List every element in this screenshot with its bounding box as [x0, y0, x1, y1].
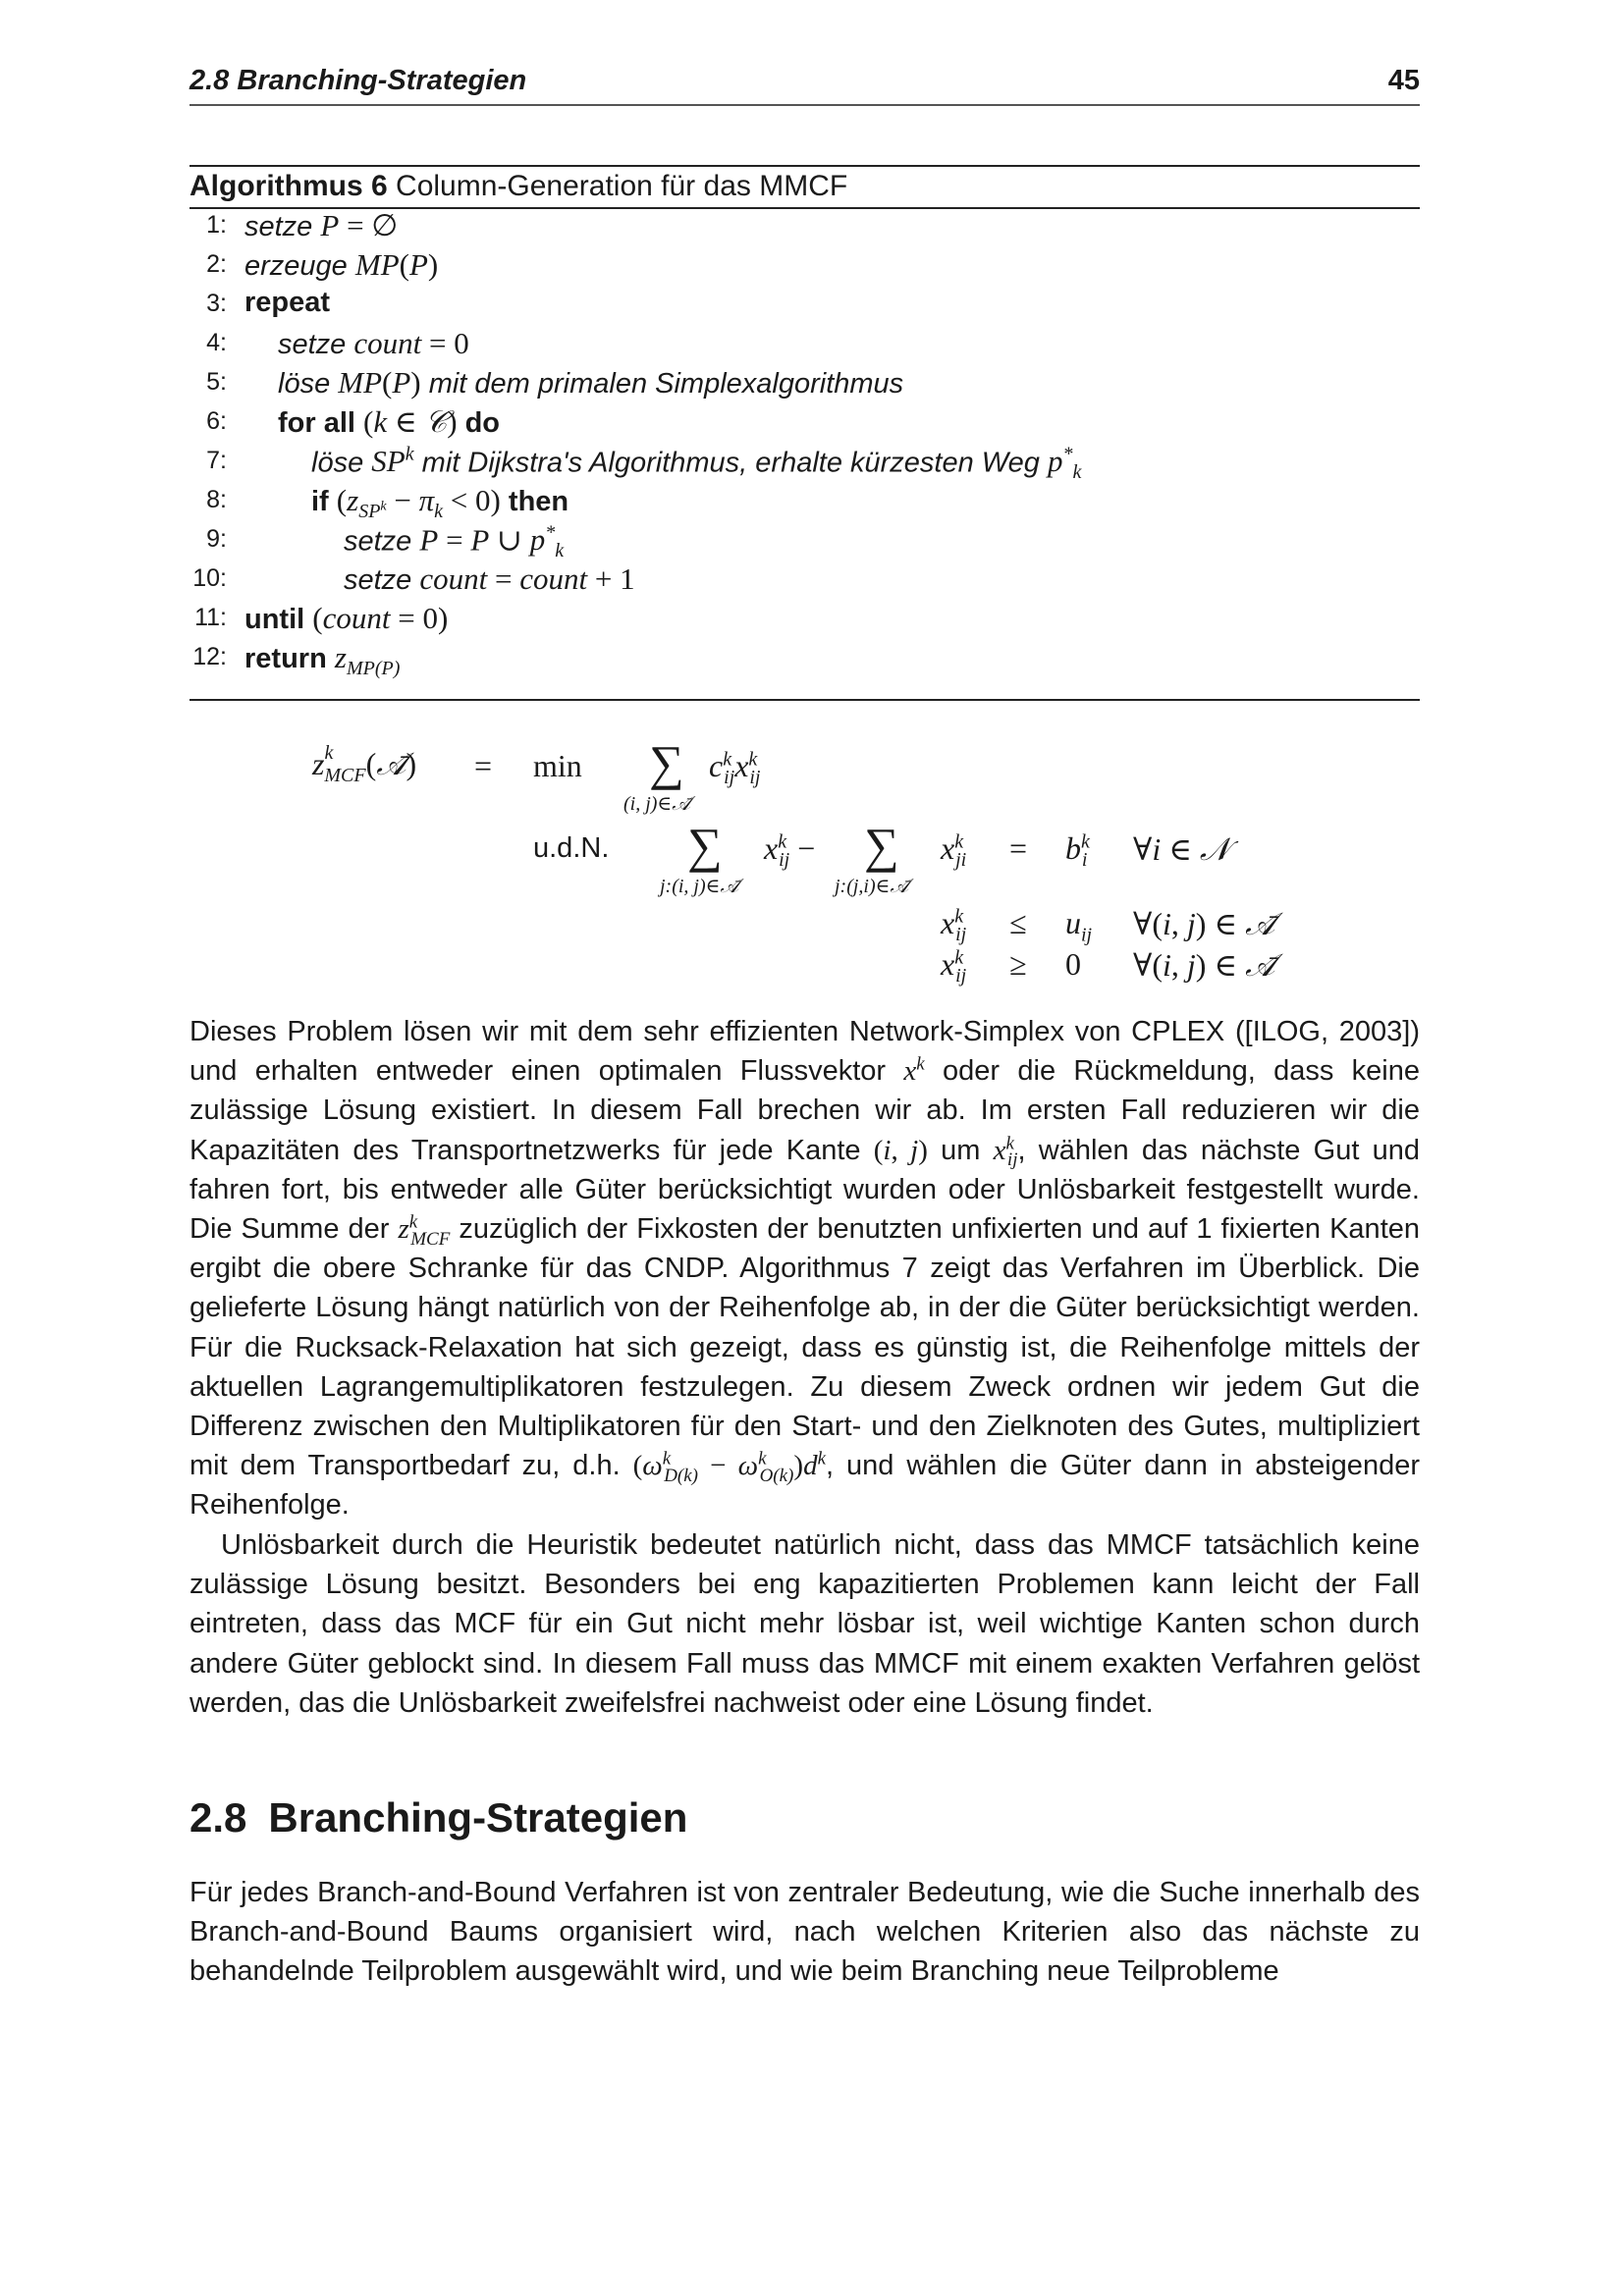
- line-number: 11:: [194, 604, 227, 631]
- sum-index: j:(i, j)∈𝒜̄: [660, 876, 739, 897]
- line-text: löse: [311, 447, 364, 479]
- line-number: 1:: [206, 211, 227, 239]
- line-text-rest: mit dem primalen Simplexalgorithmus: [428, 368, 904, 400]
- sum-symbol: ∑: [864, 818, 899, 873]
- paragraph: Für jedes Branch-and-Bound Verfahren ist von zentraler Bedeutung, wie die Suche innerhalb des Branch-and-Bound Baums organisiert wird, nach welchen Kriterien also das nächste zu behandelnde Teilproblem ausgewählt wird, und wie beim Branching neue Teilprobleme: [189, 1877, 1420, 1988]
- constraint-relation: =: [1009, 830, 1028, 866]
- constraint-relation: ≥: [1009, 946, 1027, 982]
- algorithm-top-rule: [189, 165, 1420, 167]
- line-number: 3:: [206, 290, 227, 317]
- section-number: 2.8: [189, 1794, 247, 1841]
- keyword-repeat: repeat: [244, 287, 331, 318]
- line-number: 7:: [206, 447, 227, 474]
- constraint-domain: ∀i ∈ 𝒩: [1133, 831, 1230, 867]
- line-number: 9:: [206, 525, 227, 553]
- running-header-title: 2.8 Branching-Strategien: [189, 65, 527, 96]
- line-number: 8:: [206, 486, 227, 513]
- constraint-rhs: $u_{ij}$: [1065, 905, 1093, 946]
- constraint-domain: ∀(i, j) ∈ 𝒜̄: [1133, 947, 1275, 983]
- formula-lhs: $z^k_{MCF}(𝒜̄)$: [312, 742, 417, 787]
- section-heading: [189, 1794, 687, 1842]
- line-text-rest: mit Dijkstra's Algorithmus, erhalte kürzesten Weg: [421, 447, 1040, 479]
- page-number: 45: [1387, 65, 1420, 96]
- keyword-until: until: [244, 604, 305, 635]
- line-number: 6:: [206, 407, 227, 435]
- paragraph-text: , wählen das nächste Gut und fahren fort, bis entweder alle Güter berücksichtigt wurden oder Unlösbarkeit festgestellt wurde. Die Summe der: [189, 1134, 1420, 1246]
- line-text: löse: [278, 368, 331, 400]
- paragraph-text: , und wählen die Güter dann in absteigender Reihenfolge.: [189, 1450, 1420, 1522]
- flow-out-term: $x^k_{ij}$ −: [764, 830, 816, 872]
- formula-equals: =: [474, 748, 493, 783]
- sum-index: j:(j,i)∈𝒜̄: [835, 876, 909, 897]
- capacity-term: $x^k_{ij}$: [941, 905, 967, 946]
- keyword-return: return: [244, 643, 327, 674]
- constraint-rhs: $b^k_i$: [1065, 830, 1090, 872]
- paragraph-text: zuzüglich der Fixkosten der benutzten unfixierten und auf 1 fixierten Kanten ergibt die obere Schranke für das CNDP. Algorithmus 7 zeigt das Verfahren im Überblick. Die gelieferte Lösung hängt natürlich von der Reihenfolge ab, in der die Güter berücksichtigt werden. Für die Rucksack-Relaxation hat sich gezeigt, dass es günstig ist, die Reihenfolge mittels der aktuellen Lagrangemultiplikatoren festzulegen. Zu diesem Zweck ordnen wir jedem Gut die Differenz zwischen den Multiplikatoren für den Start- und den Zielknoten des Gutes, multipliziert mit dem Transportbedarf zu, d.h.: [189, 1213, 1421, 1482]
- paragraph-text: oder die Rückmeldung, dass keine zulässige Lösung existiert. In diesem Fall brechen wir ab. Im ersten Fall reduzieren wir die Kapazitäten des Transportnetzwerks für jede Kante: [189, 1055, 1420, 1166]
- formula-min: min: [533, 748, 582, 783]
- line-number: 5:: [206, 368, 227, 396]
- constraint-rhs: 0: [1065, 946, 1081, 982]
- section-title: Branching-Strategien: [268, 1794, 688, 1841]
- keyword-for-all: for all: [278, 407, 355, 439]
- objective-term: $c^k_{ij}x^k_{ij}$: [709, 748, 761, 789]
- line-text: setze: [244, 211, 313, 242]
- keyword-do: do: [464, 407, 501, 439]
- line-number: 4:: [206, 329, 227, 356]
- header-rule: [189, 104, 1420, 106]
- line-number: 10:: [192, 564, 227, 592]
- sum-index: (i, j)∈𝒜̄: [623, 793, 691, 815]
- paragraph-text: Unlösbarkeit durch die Heuristik bedeutet natürlich nicht, dass das MMCF tatsächlich keine zulässige Lösung besitzt. Besonders bei eng kapazitierten Problemen kann leicht der Fall eintreten, dass das MCF für ein Gut nicht mehr lösbar ist, weil wichtige Kanten schon durch andere Güter geblockt sind. In diesem Fall muss das MMCF mit einem exakten Verfahren gelöst werden, das die Unlösbarkeit zweifelsfrei nachweist oder eine Lösung findet.: [189, 1529, 1420, 1719]
- line-text: setze: [278, 329, 347, 360]
- line-number: 12:: [192, 643, 227, 670]
- algorithm-label: Algorithmus 6: [189, 170, 388, 202]
- paragraph: Dieses Problem lösen wir mit dem sehr effizienten Network-Simplex von CPLEX ([ILOG, 2003]) und erhalten entweder einen optimalen Flussvektor $x^k$ oder die Rückmeldung, dass keine zulässige Lösung existiert. In diesem Fall brechen wir ab. Im ersten Fall reduzieren wir die Kapazitäten des Transportnetzwerks für jede Kante (i, j) um $x^k_{ij}$, wählen das nächste Gut und fahren fort, bis entweder alle Güter berücksichtigt wurden oder Unlösbarkeit festgestellt wurde. Die Summe der $z^k_{MCF}$ zuzüglich der Fixkosten der benutzten unfixierten und auf 1 fixierten Kanten ergibt die obere Schranke für das CNDP. Algorithmus 7 zeigt das Verfahren im Überblick. Die gelieferte Lösung hängt natürlich von der Reihenfolge ab, in der die Güter berücksichtigt werden. Für die Rucksack-Relaxation hat sich gezeigt, dass es günstig ist, die Reihenfolge mittels der aktuellen Lagrangemultiplikatoren festzulegen. Zu diesem Zweck ordnen wir jedem Gut die Differenz zwischen den Multiplikatoren für den Start- und den Zielknoten des Gutes, multipliziert mit dem Transportbedarf zu, d.h. $(\omega^k_{D(k)} - \omega^k_{O(k)})d^k$, und wählen die Güter dann in absteigender Reihenfolge.: [189, 1016, 1421, 1522]
- constraint-relation: ≤: [1009, 905, 1027, 940]
- algorithm-caption: [189, 170, 847, 203]
- sum-symbol: ∑: [687, 818, 723, 873]
- subject-to-label: u.d.N.: [533, 832, 610, 864]
- paragraph-text: Dieses Problem lösen wir mit dem sehr effizienten Network-Simplex von CPLEX ([ILOG, 2003]) und erhalten entweder einen optimalen Flussvektor: [189, 1016, 1420, 1088]
- algorithm-caption-text: Column-Generation für das MMCF: [396, 170, 848, 202]
- flow-in-term: $x^k_{ji}$: [941, 830, 967, 872]
- line-text: setze: [344, 525, 412, 558]
- constraint-domain: ∀(i, j) ∈ 𝒜̄: [1133, 906, 1275, 941]
- line-number: 2:: [206, 250, 227, 278]
- sum-symbol: ∑: [649, 735, 684, 790]
- algorithm-bottom-rule: [189, 699, 1420, 701]
- paragraph: [189, 1525, 1420, 1723]
- line-text: erzeuge: [244, 250, 348, 282]
- nonneg-term: $x^k_{ij}$: [941, 946, 967, 988]
- paragraph-text: um: [941, 1134, 981, 1166]
- keyword-if: if: [311, 486, 329, 517]
- keyword-then: then: [508, 486, 569, 517]
- line-text: setze: [344, 564, 412, 596]
